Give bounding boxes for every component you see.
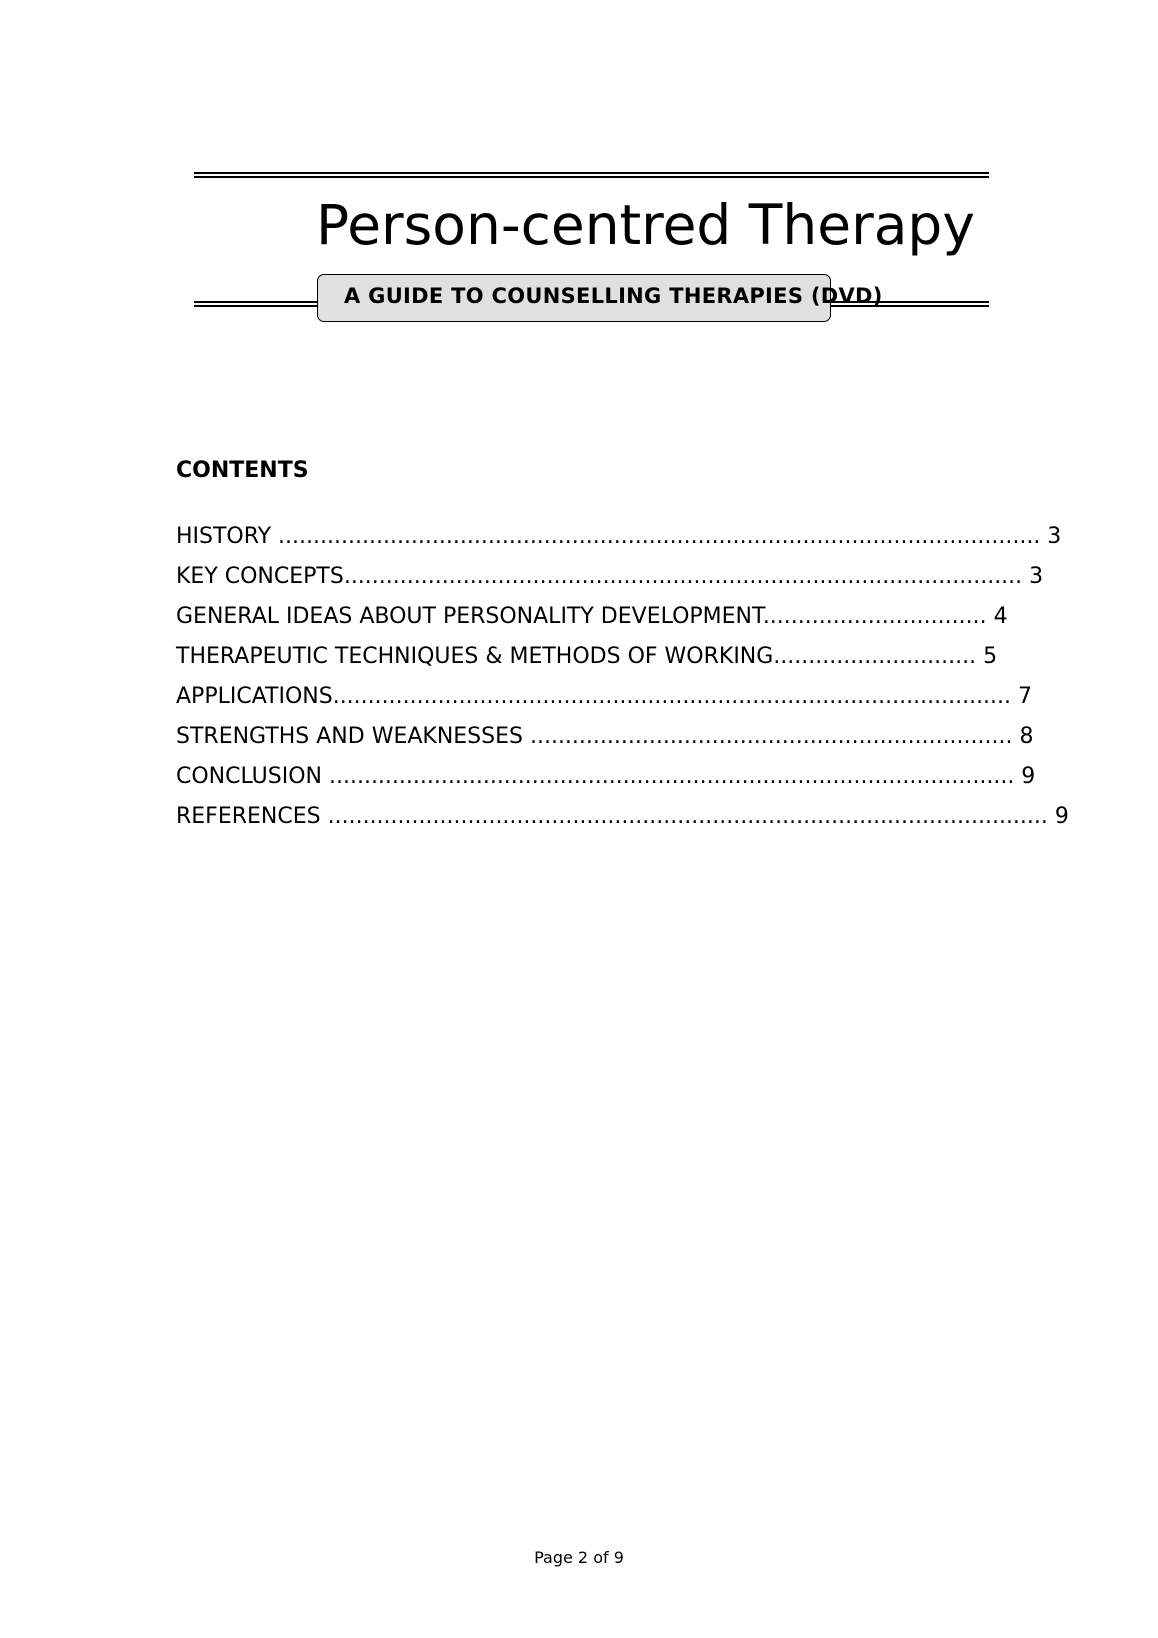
subtitle-text: A GUIDE TO COUNSELLING THERAPIES (DVD) bbox=[344, 284, 883, 308]
toc-entry-key-concepts[interactable]: KEY CONCEPTS................................................................................................. 3 bbox=[176, 564, 1044, 589]
toc-entry-strengths-weaknesses[interactable]: STRENGTHS AND WEAKNESSES ..................................................................... 8 bbox=[176, 724, 1034, 749]
toc-entry-personality-development[interactable]: GENERAL IDEAS ABOUT PERSONALITY DEVELOPMENT................................ 4 bbox=[176, 604, 1008, 629]
toc-entry-therapeutic-techniques[interactable]: THERAPEUTIC TECHNIQUES & METHODS OF WORKING............................. 5 bbox=[176, 644, 998, 669]
toc-entry-history[interactable]: HISTORY ............................................................................................................. 3 bbox=[176, 524, 1062, 549]
contents-heading: CONTENTS bbox=[176, 458, 309, 483]
toc-entry-references[interactable]: REFERENCES ....................................................................................................... 9 bbox=[176, 804, 1069, 829]
toc-entry-applications[interactable]: APPLICATIONS................................................................................................. 7 bbox=[176, 684, 1033, 709]
document-title: Person-centred Therapy bbox=[316, 193, 975, 257]
toc-entry-conclusion[interactable]: CONCLUSION .................................................................................................. 9 bbox=[176, 764, 1036, 789]
table-of-contents bbox=[176, 522, 1069, 842]
title-top-rule bbox=[194, 172, 989, 178]
page-number-footer: Page 2 of 9 bbox=[534, 1548, 624, 1567]
